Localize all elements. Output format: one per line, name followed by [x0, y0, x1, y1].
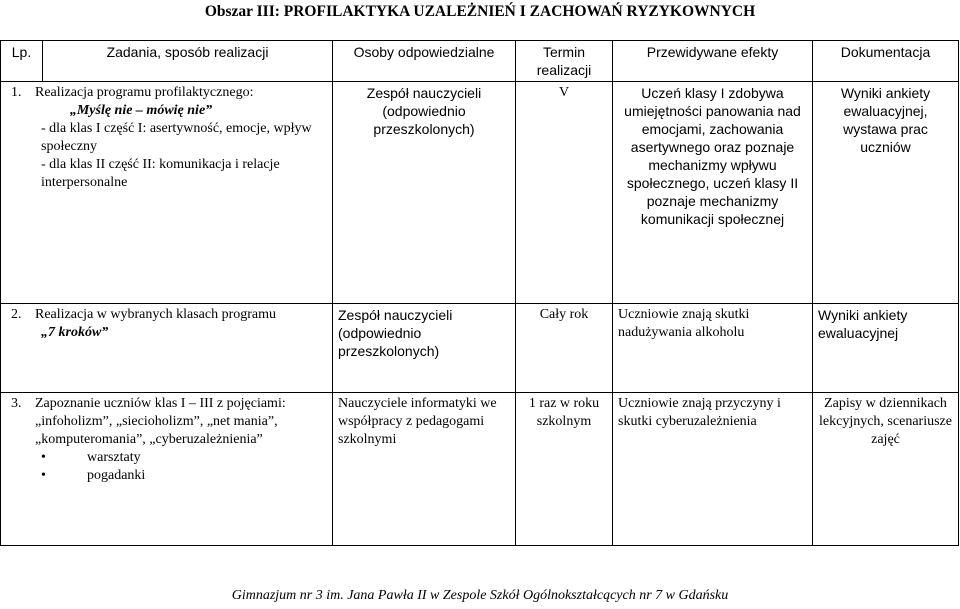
- effects-cell: Uczniowie znają skutki nadużywania alkoholu: [613, 304, 813, 393]
- task-cell: [1, 82, 333, 304]
- responsible-cell: Zespół nauczycieli (odpowiednio przeszkolonych): [333, 304, 516, 393]
- term-cell: 1 raz w roku szkolnym: [516, 393, 613, 546]
- row-number: 1.: [11, 85, 22, 100]
- task-cell: [1, 304, 333, 393]
- table-row: [1, 393, 959, 546]
- task-text: Zapoznanie uczniów klas I – III z pojęciami: „infoholizm”, „siecioholizm”, „net mania”, „komputeromania”, „cyberuzależnienia”: [35, 396, 286, 447]
- header-row: [1, 41, 959, 82]
- list-item: • warsztaty: [11, 449, 327, 467]
- table-row: [1, 82, 959, 304]
- row-number: 2.: [11, 307, 22, 322]
- header-docs: Dokumentacja: [813, 41, 959, 82]
- docs-cell: Wyniki ankiety ewaluacyjnej: [813, 304, 959, 393]
- task-cell: [1, 393, 333, 546]
- effects-cell: Uczeń klasy I zdobywa umiejętności panowania nad emocjami, zachowania asertywnego oraz poznaje mechanizmy wpływu społecznego, uczeń klasy II poznaje mechanizmy komunikacji społecznej: [613, 82, 813, 304]
- task-text: Realizacja programu profilaktycznego:: [35, 85, 254, 100]
- program-name: „7 kroków”: [41, 325, 109, 340]
- program-name: „Myślę nie – mówię nie”: [69, 103, 213, 118]
- bullet-list: [11, 449, 327, 485]
- header-tasks: Zadania, sposób realizacji: [43, 41, 333, 82]
- header-lp: Lp.: [1, 41, 43, 82]
- docs-cell: Zapisy w dziennikach lekcyjnych, scenariusze zajęć: [813, 393, 959, 546]
- effects-cell: Uczniowie znają przyczyny i skutki cyberuzależnienia: [613, 393, 813, 546]
- header-term: Termin realizacji: [516, 41, 613, 82]
- responsible-cell: Nauczyciele informatyki we współpracy z pedagogami szkolnymi: [333, 393, 516, 546]
- task-text: Realizacja w wybranych klasach programu: [35, 307, 277, 322]
- header-responsible: Osoby odpowiedzialne: [333, 41, 516, 82]
- plan-table: [0, 40, 959, 546]
- term-cell: Cały rok: [516, 304, 613, 393]
- list-item: • pogadanki: [11, 467, 327, 485]
- header-effects: Przewidywane efekty: [613, 41, 813, 82]
- term-cell: V: [516, 82, 613, 304]
- task-detail: - dla klas II część II: komunikacja i relacje interpersonalne: [41, 157, 280, 190]
- document-title: Obszar III: PROFILAKTYKA UZALEŻNIEŃ I ZACHOWAŃ RYZYKOWNYCH: [204, 3, 756, 20]
- task-detail: - dla klas I część I: asertywność, emocje, wpływ społeczny: [41, 121, 312, 154]
- table-row: [1, 304, 959, 393]
- responsible-cell: Zespół nauczycieli (odpowiednio przeszkolonych): [333, 82, 516, 304]
- row-number: 3.: [11, 396, 22, 411]
- page-footer: Gimnazjum nr 3 im. Jana Pawła II w Zespole Szkół Ogólnokształcących nr 7 w Gdańsku: [231, 588, 729, 603]
- docs-cell: Wyniki ankiety ewaluacyjnej, wystawa prac uczniów: [813, 82, 959, 304]
